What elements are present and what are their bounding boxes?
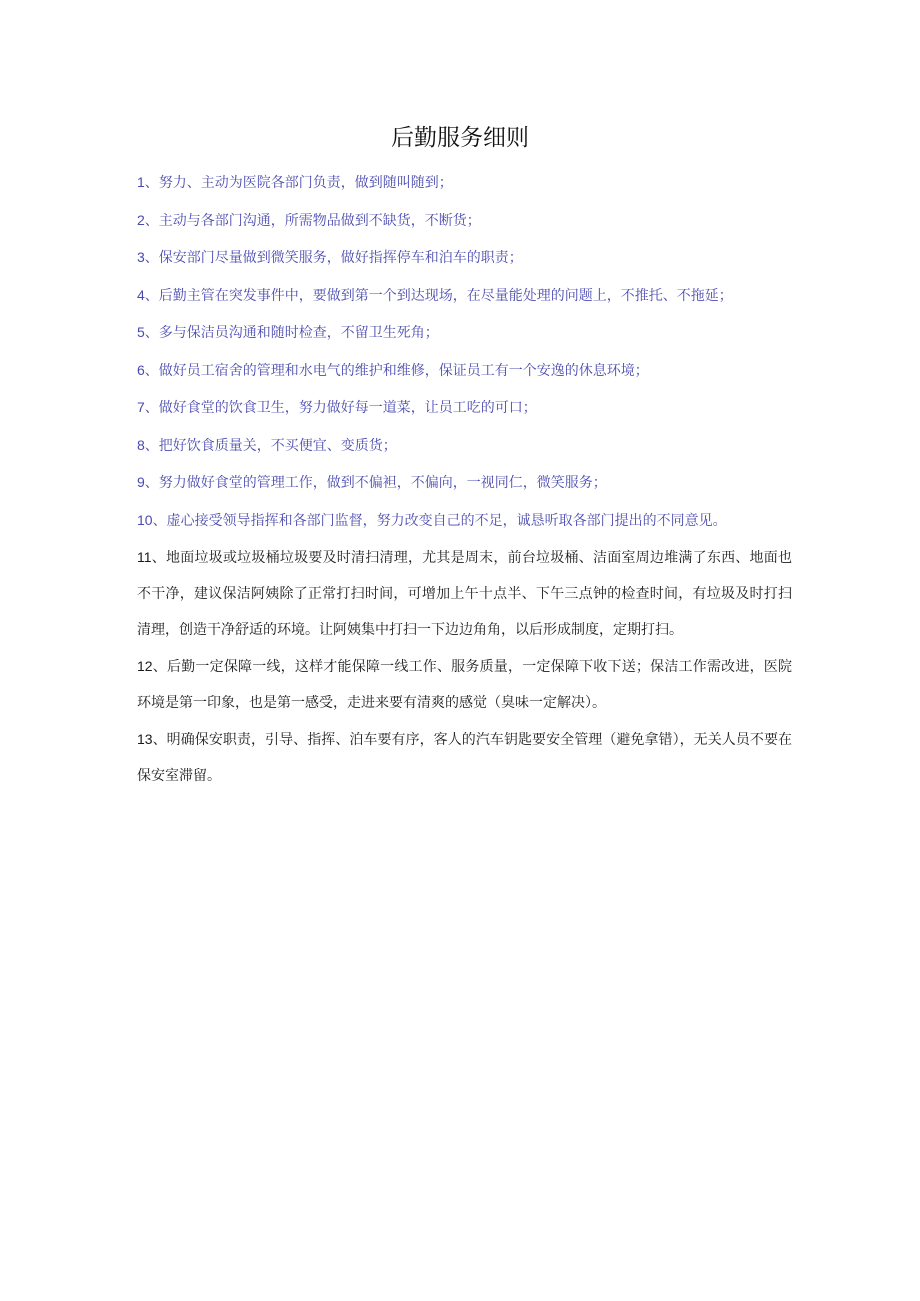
list-item (137, 721, 792, 794)
item-number: 13 (137, 731, 153, 747)
item-text: 、努力、主动为医院各部门负责，做到随叫随到； (144, 175, 453, 191)
item-text: 、做好员工宿舍的管理和水电气的维护和维修，保证员工有一个安逸的休息环境； (144, 362, 649, 379)
item-text: 、做好食堂的饮食卫生，努力做好每一道菜，让员工吃的可口； (144, 400, 537, 416)
item-number: 9 (137, 474, 145, 490)
item-number: 6 (137, 361, 145, 378)
list-item (137, 648, 792, 721)
item-text: 、地面垃圾或垃圾桶垃圾要及时清扫清理，尤其是周末，前台垃圾桶、洁面室周边堆满了东西、地面也不干净，建议保洁阿姨除了正常打扫时间，可增加上午十点半、下午三点钟的检查时间，有垃圾及时打扫清理，创造干净舒适的环境。让阿姨集中打扫一下边边角角，以后形成制度，定期打扫。 (137, 550, 792, 638)
item-text: 、明确保安职责，引导、指挥、泊车要有序，客人的汽车钥匙要安全管理（避免拿错），无关人员不要在保安室滞留。 (137, 732, 792, 784)
list-item (137, 202, 792, 240)
item-number: 1 (137, 174, 145, 190)
item-number: 2 (137, 211, 145, 228)
item-number: 3 (137, 249, 145, 265)
list-item (137, 502, 792, 540)
list-item (137, 277, 792, 315)
list-item (137, 352, 792, 390)
item-text: 、保安部门尽量做到微笑服务，做好指挥停车和泊车的职责； (144, 250, 523, 266)
item-number: 8 (137, 436, 145, 453)
document-title: 后勤服务细则 (391, 125, 529, 151)
item-text: 、努力做好食堂的管理工作，做到不偏袒，不偏向，一视同仁，微笑服务； (144, 475, 607, 491)
item-number: 10 (137, 511, 153, 528)
item-number: 12 (137, 658, 153, 674)
list-item (137, 389, 792, 427)
item-text: 、虚心接受领导指挥和各部门监督，努力改变自己的不足，诚恳听取各部门提出的不同意见。 (152, 512, 727, 529)
list-item (137, 464, 792, 502)
item-text: 、把好饮食质量关，不买便宜、变质货； (144, 437, 397, 454)
item-text: 、后勤一定保障一线，这样才能保障一线工作、服务质量，一定保障下收下送；保洁工作需改进，医院环境是第一印象，也是第一感受，走进来要有清爽的感觉（臭味一定解决）。 (137, 659, 792, 711)
item-text: 、后勤主管在突发事件中，要做到第一个到达现场，在尽量能处理的问题上，不推托、不拖延； (144, 287, 733, 304)
item-text: 、多与保洁员沟通和随时检查，不留卫生死角； (144, 325, 439, 341)
list-item (137, 427, 792, 465)
list-item (137, 539, 792, 648)
item-number: 11 (137, 549, 152, 565)
item-number: 5 (137, 324, 145, 340)
item-number: 7 (137, 399, 145, 415)
rules-list (137, 164, 792, 794)
list-item (137, 239, 792, 277)
item-number: 4 (137, 286, 145, 303)
list-item (137, 314, 792, 352)
list-item (137, 164, 792, 202)
item-text: 、主动与各部门沟通，所需物品做到不缺货，不断货； (144, 212, 481, 229)
